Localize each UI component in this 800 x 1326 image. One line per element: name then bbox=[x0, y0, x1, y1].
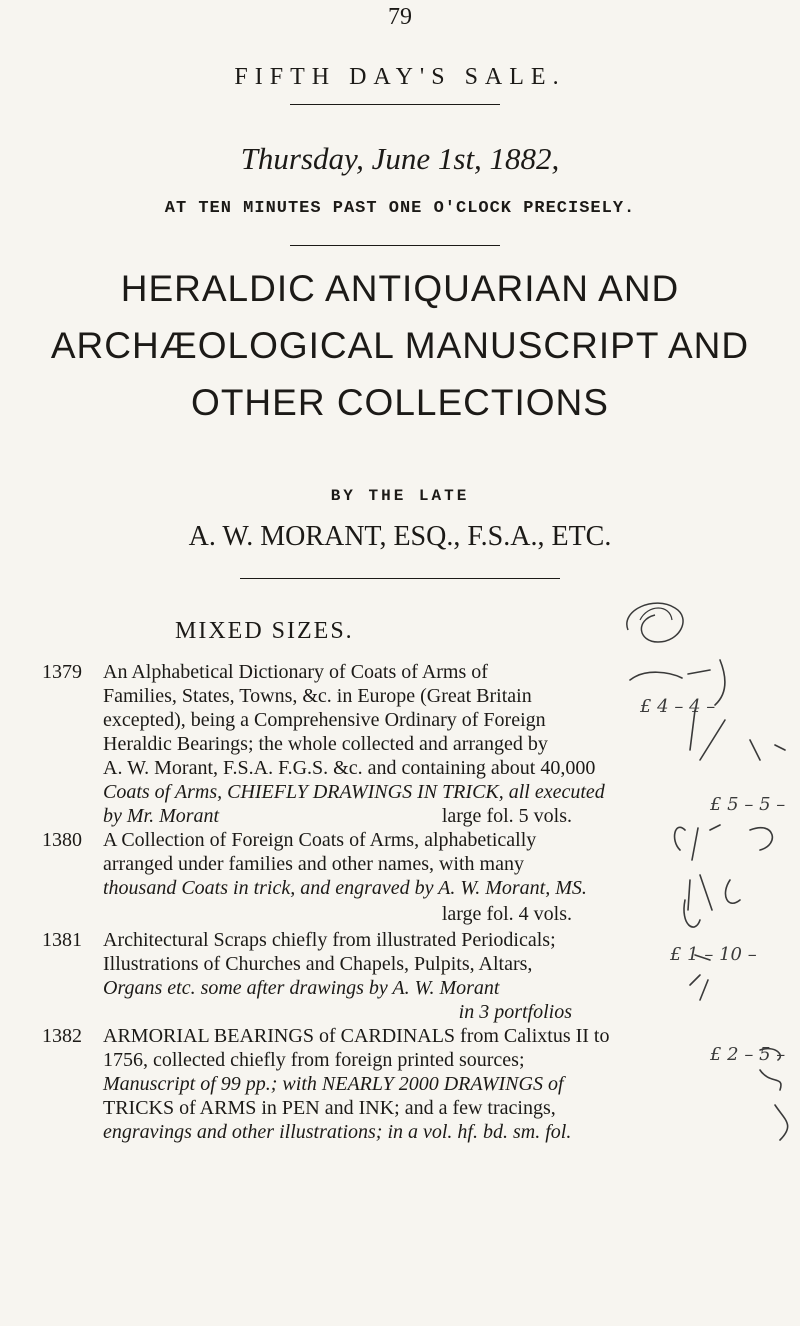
page-heading: FIFTH DAY'S SALE. bbox=[234, 64, 566, 90]
lot-line: by Mr. Morant bbox=[103, 805, 220, 827]
lot-line: An Alphabetical Dictionary of Coats of Arms of bbox=[103, 661, 488, 683]
lot-number: 1381 bbox=[42, 929, 82, 951]
author-line: A. W. MORANT, ESQ., F.S.A., ETC. bbox=[188, 521, 612, 552]
section-heading: MIXED SIZES. bbox=[175, 618, 354, 644]
page-number: 79 bbox=[388, 4, 412, 30]
lot-number: 1380 bbox=[42, 829, 82, 851]
pencil-mark bbox=[675, 825, 773, 860]
lot-line: Coats of Arms, CHIEFLY DRAWINGS IN TRICK, all executed bbox=[103, 781, 605, 803]
annotation-1382: £ 2 – 5 – bbox=[710, 1044, 786, 1065]
lot-number: 1382 bbox=[42, 1025, 82, 1047]
lot-line: A Collection of Foreign Coats of Arms, alphabetically bbox=[103, 829, 537, 851]
lot-line: Illustrations of Churches and Chapels, Pulpits, Altars, bbox=[103, 953, 533, 975]
pencil-mark bbox=[690, 710, 725, 760]
title-line-3: OTHER COLLECTIONS bbox=[191, 382, 609, 423]
lot-line: Families, States, Towns, &c. in Europe (Great Britain bbox=[103, 685, 532, 707]
lot-line: engravings and other illustrations; in a vol. hf. bd. sm. fol. bbox=[103, 1121, 572, 1143]
lot-format: large fol. 4 vols. bbox=[441, 903, 572, 925]
lot-line: ARMORIAL BEARINGS of CARDINALS from Calixtus II to bbox=[103, 1025, 610, 1047]
lot-line: 1756, collected chiefly from foreign printed sources; bbox=[103, 1049, 525, 1071]
annotation-1379: £ 4 – 4 – bbox=[640, 696, 716, 717]
lot-line: arranged under families and other names, with many bbox=[103, 853, 524, 875]
handwritten-annotations bbox=[600, 650, 800, 1170]
pencil-mark bbox=[688, 875, 740, 910]
title-line-2: ARCHÆOLOGICAL MANUSCRIPT AND bbox=[50, 325, 750, 366]
lot-format: large fol. 5 vols. bbox=[441, 805, 572, 827]
lot-line: A. W. Morant, F.S.A. F.G.S. &c. and containing about 40,000 bbox=[103, 757, 596, 779]
divider bbox=[240, 578, 560, 579]
sale-date: Thursday, June 1st, 1882, bbox=[240, 141, 560, 176]
divider bbox=[290, 104, 500, 105]
lot-line: Architectural Scraps chiefly from illustrated Periodicals; bbox=[103, 929, 556, 951]
title-line-1: HERALDIC ANTIQUARIAN AND bbox=[120, 268, 680, 309]
pencil-mark bbox=[684, 900, 700, 927]
pencil-mark bbox=[750, 740, 785, 760]
lot-line: Heraldic Bearings; the whole collected and arranged by bbox=[103, 733, 548, 755]
lot-number: 1379 bbox=[42, 661, 82, 683]
lot-line: Manuscript of 99 pp.; with NEARLY 2000 DRAWINGS of bbox=[103, 1073, 564, 1095]
lot-line: excepted), being a Comprehensive Ordinary of Foreign bbox=[103, 709, 546, 731]
sale-time: AT TEN MINUTES PAST ONE O'CLOCK PRECISELY. bbox=[164, 199, 636, 218]
pencil-stamp-icon bbox=[600, 590, 700, 650]
divider bbox=[290, 245, 500, 246]
annotation-1380: £ 5 – 5 – bbox=[710, 794, 786, 815]
by-line: BY THE LATE bbox=[330, 487, 470, 505]
lot-line: TRICKS of ARMS in PEN and INK; and a few tracings, bbox=[103, 1097, 556, 1119]
annotation-1381: £ 1 – 10 – bbox=[670, 944, 757, 965]
lot-line: Organs etc. some after drawings by A. W. Morant bbox=[103, 977, 500, 999]
lot-format: in 3 portfolios bbox=[458, 1001, 572, 1023]
lot-line: thousand Coats in trick, and engraved by A. W. Morant, MS. bbox=[103, 877, 587, 899]
